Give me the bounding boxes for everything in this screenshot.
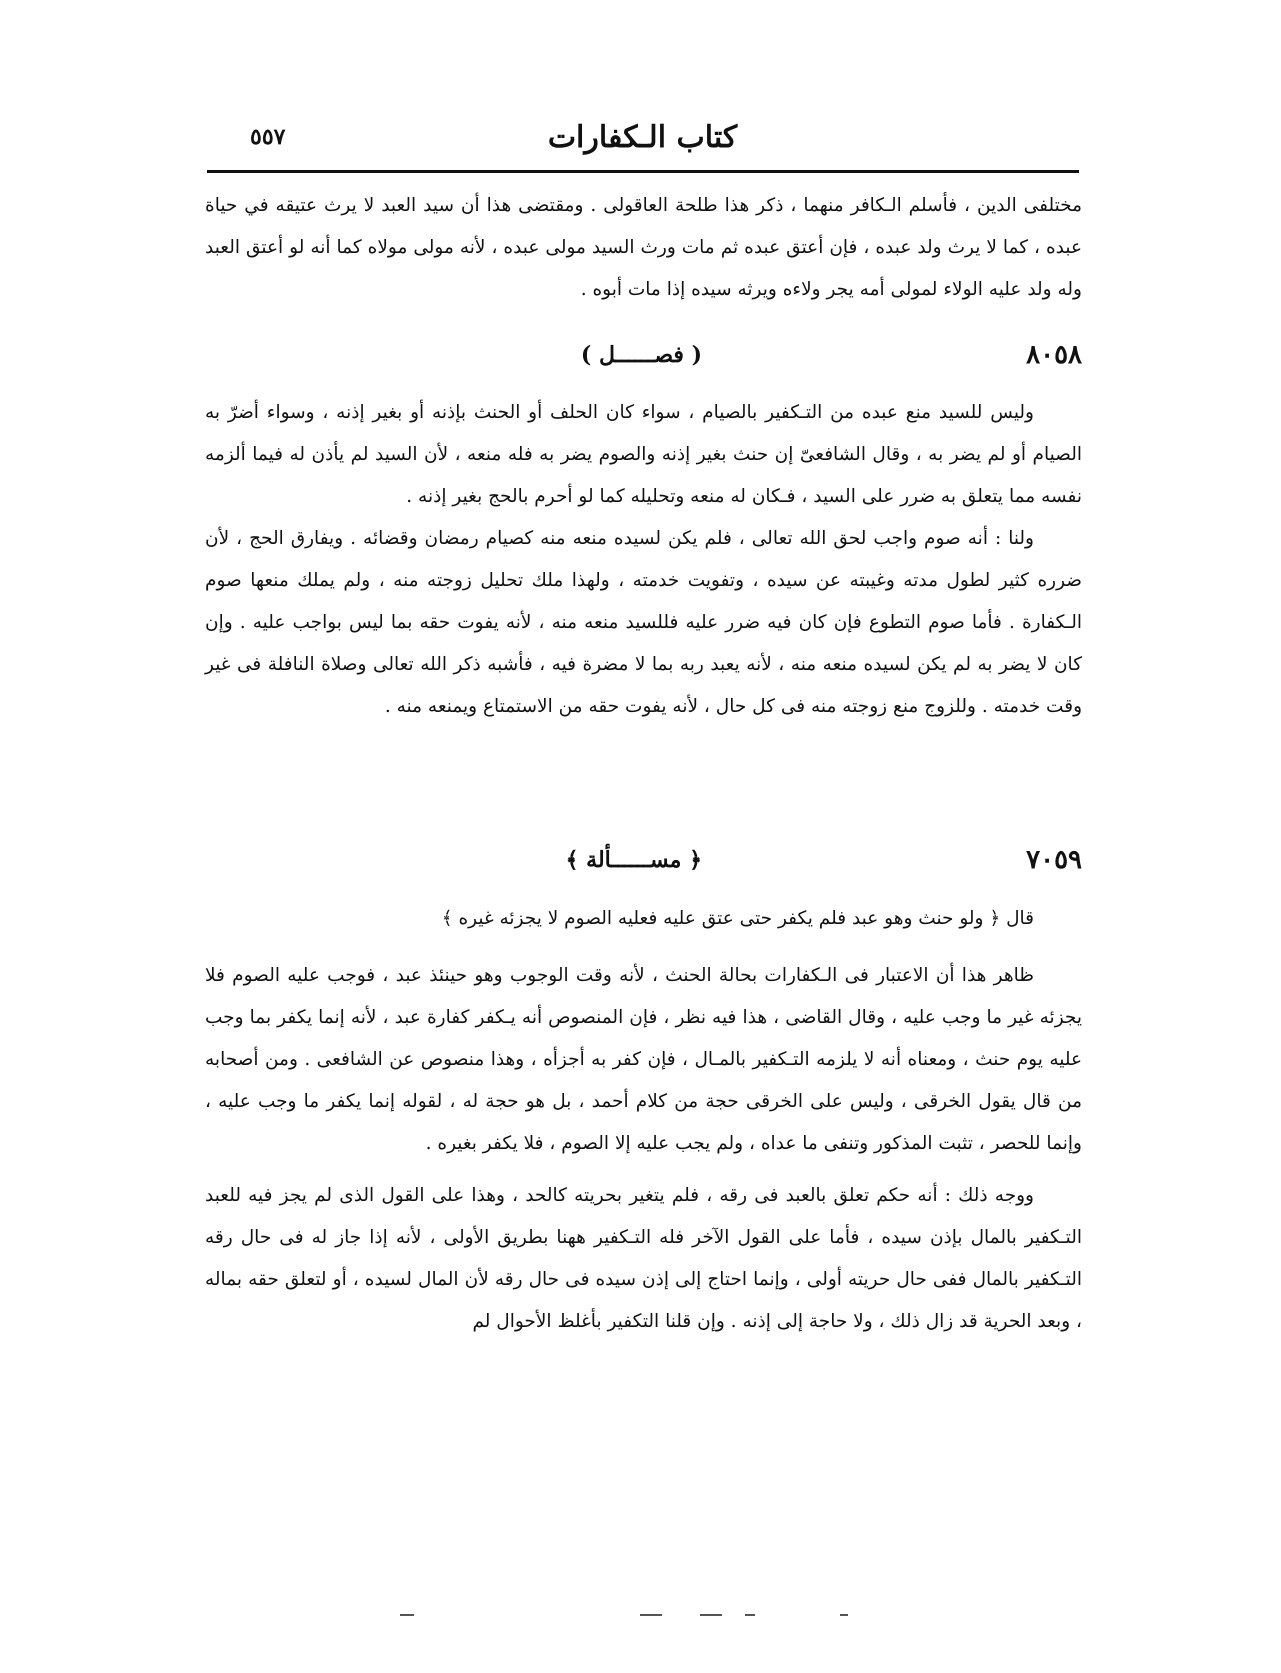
paragraph: ووجه ذلك : أنه حكم تعلق بالعبد فى رقه ، فلم يتغير بحريته كالحد ، وهذا على القول الذى لم يجز فيه للعبد التـكفير بالمال بإذن سيده ، فأما على القول الآخر فله التـكفير ههنا بطريق الأولى ، لأنه إذا جاز له فى حال رقه التـكفير بالمال ففى حال حريته أولى ، وإنما احتاج إلى إذن سيده فى حال رقه لأن المال لسيده ، أو لتعلق حقه بماله ، وبعد الحرية قد زال ذلك ، ولا حاجة إلى إذنه . وإن قلنا التكفير بأغلظ الأحوال لم [205, 1185, 1082, 1332]
section-label: ( فصــــــل ) [580, 342, 702, 368]
section-heading-masala [205, 845, 1082, 887]
footer-scan-marks [400, 1614, 880, 1620]
header-rule [207, 170, 1079, 173]
chapter-title: كتاب الـكفارات [547, 120, 738, 155]
quoted-ruling [205, 898, 1082, 940]
section-label: ﴿ مســــــألة ﴾ [565, 847, 702, 873]
page-header [205, 112, 1080, 168]
section-number: ٨٠٥٨ [1026, 340, 1082, 370]
paragraph-block-3 [205, 955, 1082, 1343]
section-heading-fasl [205, 340, 1082, 382]
page-number: ٥٥٧ [250, 124, 286, 150]
quote-line: قال ﴿ ولو حنث وهو عبد فلم يكفر حتى عتق عليه فعليه الصوم لا يجزئه غيره ﴾ [441, 908, 1034, 929]
section-number: ٧٠٥٩ [1026, 845, 1082, 875]
paragraph-block-2 [205, 392, 1082, 728]
paragraph: ظاهر هذا أن الاعتبار فى الـكفارات بحالة الحنث ، لأنه وقت الوجوب وهو حينئذ عبد ، فوجب عليه الصوم فلا يجزئه غير ما وجب عليه ، وقال القاضى ، هذا فيه نظر ، فإن المنصوص أنه يـكفر كفارة عبد ، لأنه إنما يكفر بما وجب عليه يوم حنث ، ومعناه أنه لا يلزمه التـكفير بالمـال ، فإن كفر به أجزأه ، وهذا منصوص عن الشافعى . ومن أصحابه من قال يقول الخرقى ، وليس على الخرقى حجة من كلام أحمد ، بل هو حجة له ، لقوله إنما يكفر ما وجب عليه ، وإنما للحصر ، تثبت المذكور وتنفى ما عداه ، ولم يجب عليه إلا الصوم ، فلا يكفر بغيره . [205, 965, 1082, 1154]
paragraph: مختلفى الدين ، فأسلم الـكافر منهما ، ذكر هذا طلحة العاقولى . ومقتضى هذا أن سيد العبد لا يرث عتيقه في حياة عبده ، كما لا يرث ولد عبده ، فإن أعتق عبده ثم مات ورث السيد مولى عبده ، لأنه مولى مولاه كما أنه لو أعتق العبد وله ولد عليه الولاء لمولى أمه يجر ولاءه ويرثه سيده إذا مات أبوه . [205, 195, 1082, 300]
paragraph-block-1 [205, 185, 1082, 311]
paragraph: ولنا : أنه صوم واجب لحق الله تعالى ، فلم يكن لسيده منعه منه كصيام رمضان وقضائه . ويفارق الحج ، لأن ضرره كثير لطول مدته وغيبته عن سيده ، وتفويت خدمته ، ولهذا ملك تحليل زوجته منه ، ولم يملك منعها صوم الـكفارة . فأما صوم التطوع فإن كان فيه ضرر عليه فللسيد منعه منه ، لأنه يفوت حقه بما ليس بواجب عليه . وإن كان لا يضر به لم يكن لسيده منعه منه ، لأنه يعبد ربه بما لا مضرة فيه ، فأشبه ذكر الله تعالى وصلاة النافلة فى غير وقت خدمته . وللزوج منع زوجته منه فى كل حال ، لأنه يفوت حقه من الاستمتاع ويمنعه منه . [205, 528, 1082, 717]
paragraph: وليس للسيد منع عبده من التـكفير بالصيام ، سواء كان الحلف أو الحنث بإذنه أو بغير إذنه ، وسواء أضرّ به الصيام أو لم يضر به ، وقال الشافعىّ إن حنث بغير إذنه والصوم يضر به فله منعه ، لأن السيد لم يأذن له فيما ألزمه نفسه مما يتعلق به ضرر على السيد ، فـكان له منعه وتحليله كما لو أحرم بالحج بغير إذنه . [205, 402, 1082, 507]
